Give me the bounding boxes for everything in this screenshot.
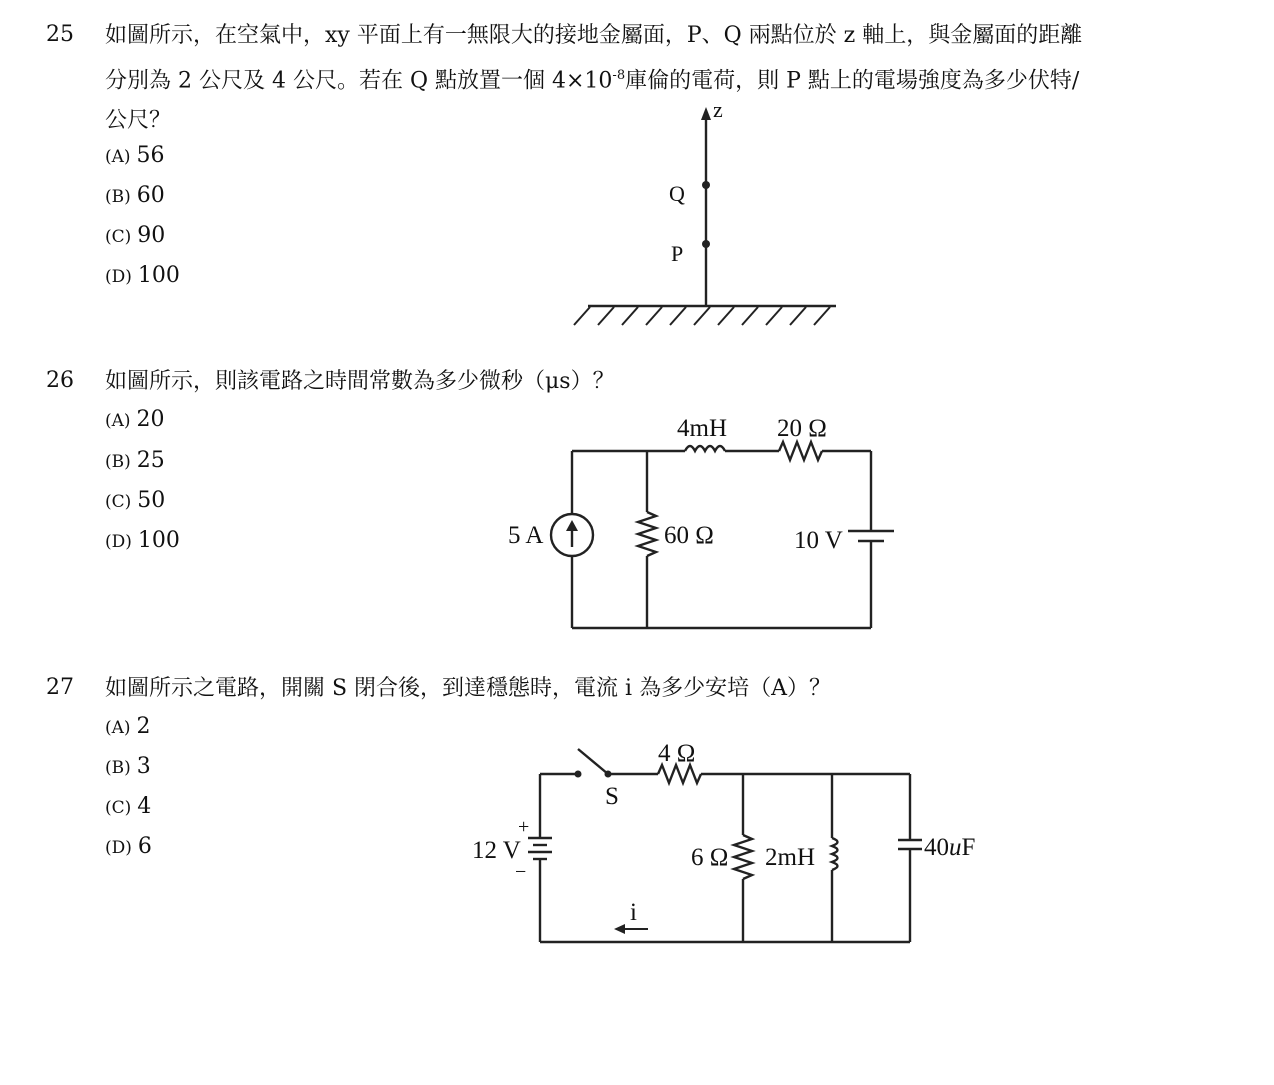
question-number: 26 bbox=[46, 368, 74, 393]
option-c[interactable] bbox=[105, 223, 165, 248]
question-text-line: 如圖所示，在空氣中，xy 平面上有一無限大的接地金屬面，P、Q 兩點位於 z 軸上，與金屬面的距離 bbox=[105, 23, 1083, 48]
inductor-symbol bbox=[832, 838, 838, 870]
option-value: 56 bbox=[136, 143, 165, 168]
figure-ground-plane bbox=[560, 95, 850, 335]
resistor-symbol bbox=[638, 512, 656, 556]
option-value: 100 bbox=[137, 528, 180, 553]
question-number: 25 bbox=[46, 22, 74, 47]
inductor-symbol bbox=[685, 446, 725, 451]
resistor-shunt-label: 6 Ω bbox=[691, 844, 729, 871]
resistor-symbol bbox=[779, 442, 822, 460]
ground-hatch bbox=[574, 307, 830, 325]
question-text: 如圖所示，則該電路之時間常數為多少微秒（μs）？ bbox=[105, 369, 615, 394]
resistor-symbol bbox=[734, 835, 752, 879]
question-text-line: 公尺？ bbox=[105, 108, 172, 134]
resistor-series-label: 4 Ω bbox=[658, 740, 696, 767]
option-label: (D) bbox=[105, 267, 132, 287]
exponent: -8 bbox=[612, 68, 626, 83]
option-label: (B) bbox=[105, 758, 131, 778]
question-number: 27 bbox=[46, 675, 74, 700]
inductor-label: 2mH bbox=[765, 844, 815, 871]
option-value: 6 bbox=[137, 834, 152, 859]
battery-minus: − bbox=[515, 861, 527, 883]
arrow-up-icon bbox=[701, 107, 711, 120]
option-value: 2 bbox=[136, 714, 151, 739]
option-value: 25 bbox=[136, 448, 165, 473]
switch-label: S bbox=[605, 783, 619, 810]
point-q-label: Q bbox=[669, 181, 685, 206]
option-a[interactable] bbox=[105, 143, 165, 168]
option-label: (B) bbox=[105, 187, 131, 207]
option-label: (A) bbox=[105, 147, 131, 167]
option-label: (A) bbox=[105, 718, 131, 738]
option-value: 4 bbox=[137, 794, 152, 819]
axis-label: z bbox=[713, 97, 723, 122]
resistor-symbol bbox=[658, 765, 701, 783]
capacitor-unit-f: F bbox=[961, 834, 976, 861]
option-label: (B) bbox=[105, 452, 131, 472]
battery-label: 12 V bbox=[472, 837, 521, 864]
option-value: 90 bbox=[137, 223, 166, 248]
option-label: (C) bbox=[105, 798, 132, 818]
option-b[interactable] bbox=[105, 183, 165, 208]
capacitor-value: 40 bbox=[924, 834, 949, 861]
question-text: 如圖所示之電路，開關 S 閉合後，到達穩態時，電流 i 為多少安培（A）？ bbox=[105, 676, 831, 701]
option-value: 60 bbox=[136, 183, 165, 208]
capacitor-label bbox=[924, 834, 975, 861]
option-label: (D) bbox=[105, 532, 132, 552]
figure-rl-circuit bbox=[0, 400, 1274, 640]
figure-rlc-circuit bbox=[0, 720, 1274, 960]
point-q-marker bbox=[702, 181, 710, 189]
resistor-shunt-label: 60 Ω bbox=[664, 522, 714, 549]
arrow-left-icon bbox=[614, 924, 625, 934]
resistor-series-label: 20 Ω bbox=[777, 415, 827, 442]
battery-plus: + bbox=[518, 816, 530, 838]
point-p-label: P bbox=[671, 241, 684, 266]
capacitor-unit-mu: u bbox=[949, 834, 962, 861]
option-label: (C) bbox=[105, 492, 132, 512]
option-label: (A) bbox=[105, 411, 131, 431]
question-text-segment: 庫倫的電荷，則 P 點上的電場強度為多少伏特/ bbox=[625, 68, 1080, 94]
option-d[interactable] bbox=[105, 263, 180, 288]
switch-contact bbox=[575, 771, 582, 778]
inductor-label: 4mH bbox=[677, 415, 727, 442]
current-source-label: 5 A bbox=[508, 522, 544, 549]
point-p-marker bbox=[702, 240, 710, 248]
voltage-source-label: 10 V bbox=[794, 527, 843, 554]
switch-blade bbox=[578, 749, 608, 774]
option-value: 20 bbox=[136, 407, 165, 432]
question-text-segment: 分別為 2 公尺及 4 公尺。若在 Q 點放置一個 4×10 bbox=[105, 68, 613, 94]
option-value: 3 bbox=[136, 754, 151, 779]
arrow-up-icon bbox=[566, 520, 578, 531]
option-value: 50 bbox=[137, 488, 166, 513]
current-label: i bbox=[630, 899, 637, 926]
option-value: 100 bbox=[137, 263, 180, 288]
option-label: (C) bbox=[105, 227, 132, 247]
option-label: (D) bbox=[105, 838, 132, 858]
